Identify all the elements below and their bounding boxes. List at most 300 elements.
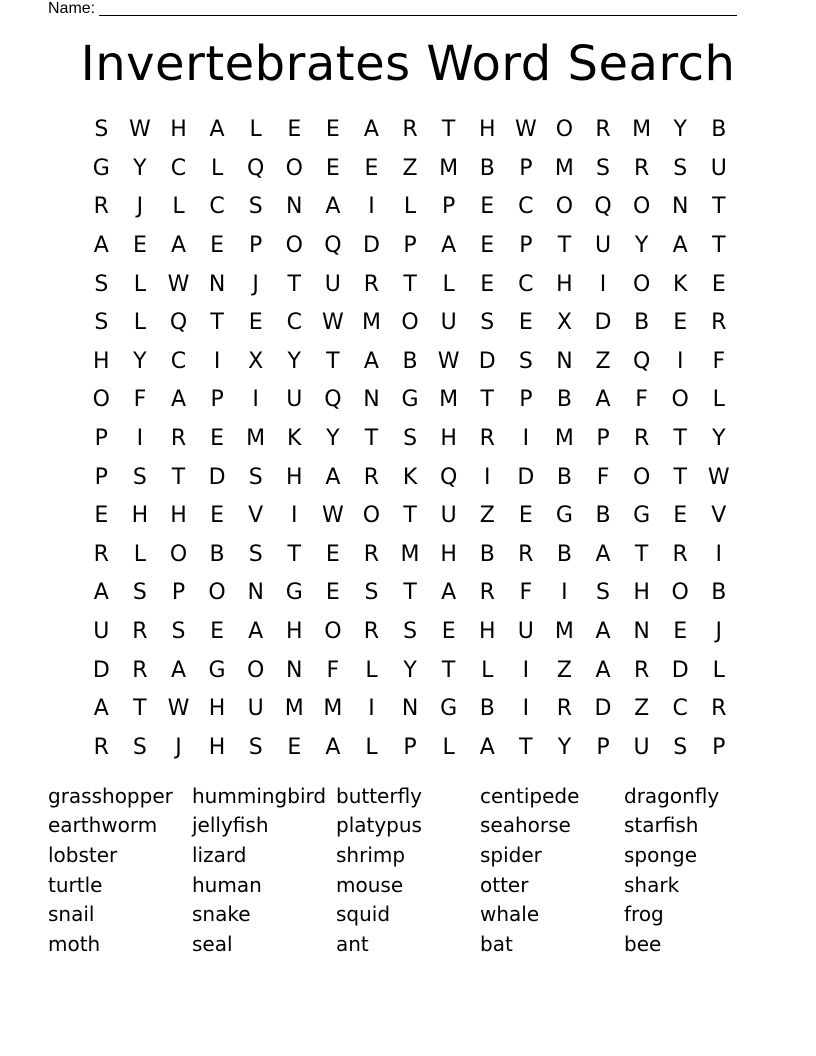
word-bank-item: dragonfly	[624, 783, 720, 808]
grid-letter: A	[479, 734, 495, 760]
grid-letter: S	[94, 117, 109, 143]
grid-letter: I	[599, 271, 607, 297]
grid-letter: R	[363, 464, 380, 490]
grid-row	[82, 150, 738, 189]
word-bank-item: mouse	[336, 872, 404, 897]
grid-letter: W	[514, 117, 537, 143]
word-bank-item: bat	[480, 931, 513, 956]
grid-letter: A	[325, 734, 341, 760]
grid-letter: R	[363, 619, 380, 645]
grid-letter: S	[171, 619, 186, 645]
grid-letter: E	[325, 117, 340, 143]
grid-letter: W	[707, 464, 730, 490]
word-bank-item: shrimp	[336, 842, 406, 867]
grid-letter: P	[596, 426, 610, 452]
grid-letter: T	[673, 464, 687, 490]
grid-letter: H	[93, 348, 110, 374]
grid-letter: Y	[133, 348, 147, 374]
grid-letter: A	[363, 117, 379, 143]
grid-letter: T	[557, 233, 572, 259]
grid-letter: Z	[595, 348, 611, 374]
grid-letter: H	[440, 426, 457, 452]
grid-letter: P	[519, 155, 533, 181]
grid-letter: Y	[634, 233, 649, 259]
grid-letter: S	[518, 348, 533, 374]
grid-letter: Y	[712, 426, 726, 452]
grid-letter: E	[325, 580, 340, 606]
grid-letter: A	[325, 464, 341, 490]
grid-letter: E	[210, 619, 225, 645]
grid-letter: E	[325, 541, 340, 567]
grid-letter: E	[325, 155, 340, 181]
grid-letter: A	[441, 233, 457, 259]
grid-letter: F	[635, 387, 648, 413]
grid-letter: O	[285, 233, 303, 259]
grid-letter: O	[671, 387, 689, 413]
grid-letter: C	[518, 271, 534, 297]
grid-letter: N	[671, 194, 689, 220]
grid-letter: L	[133, 541, 147, 567]
grid-letter: E	[673, 619, 688, 645]
grid-letter: B	[595, 503, 611, 529]
grid-letter: R	[132, 657, 148, 683]
grid-letter: H	[208, 696, 226, 722]
grid-letter: M	[361, 310, 381, 336]
grid-letter: H	[208, 734, 226, 760]
word-bank-item: earthworm	[48, 813, 158, 838]
word-bank-item: moth	[48, 931, 101, 956]
grid-letter: E	[132, 233, 147, 259]
grid-letter: A	[170, 233, 187, 259]
grid-letter: Q	[439, 464, 458, 490]
grid-row	[82, 729, 738, 768]
grid-letter: R	[711, 310, 727, 336]
grid-letter: Q	[324, 233, 342, 259]
grid-letter: E	[210, 503, 225, 529]
word-bank-item: centipede	[480, 783, 580, 808]
grid-letter: S	[132, 734, 147, 760]
grid-letter: B	[711, 580, 727, 606]
grid-letter: E	[480, 233, 495, 259]
grid-letter: E	[364, 155, 379, 181]
grid-letter: I	[715, 541, 723, 567]
grid-letter: R	[93, 194, 109, 220]
grid-letter: D	[517, 464, 535, 490]
grid-letter: A	[672, 233, 688, 259]
grid-letter: B	[209, 541, 225, 567]
grid-row	[82, 651, 738, 690]
word-bank-row	[48, 870, 768, 900]
grid-letter: A	[170, 387, 187, 413]
grid-letter: J	[252, 271, 259, 297]
grid-letter: Q	[169, 310, 188, 336]
word-bank-item: lobster	[48, 842, 118, 867]
grid-letter: U	[247, 696, 264, 722]
grid-letter: L	[172, 194, 185, 220]
grid-letter: U	[440, 310, 457, 336]
grid-letter: S	[248, 541, 263, 567]
grid-letter: X	[556, 310, 572, 336]
grid-row	[82, 574, 738, 613]
grid-letter: R	[633, 426, 650, 452]
grid-letter: A	[441, 580, 457, 606]
grid-letter: R	[170, 426, 187, 452]
grid-letter: E	[711, 271, 726, 297]
grid-letter: I	[368, 696, 375, 722]
word-bank-item: lizard	[192, 842, 247, 867]
grid-letter: M	[439, 387, 459, 413]
grid-letter: D	[362, 233, 380, 259]
name-underline	[99, 15, 737, 16]
grid-letter: T	[673, 426, 687, 452]
grid-letter: I	[676, 348, 684, 374]
grid-letter: F	[326, 657, 340, 683]
grid-letter: S	[132, 464, 147, 490]
grid-letter: B	[711, 117, 727, 143]
grid-letter: I	[561, 580, 568, 606]
grid-letter: N	[247, 580, 264, 606]
grid-letter: A	[93, 233, 109, 259]
grid-letter: E	[673, 310, 688, 336]
grid-letter: P	[171, 580, 186, 606]
grid-letter: C	[209, 194, 225, 220]
grid-letter: Z	[634, 696, 650, 722]
grid-letter: W	[129, 117, 151, 143]
grid-letter: L	[442, 271, 455, 297]
grid-letter: A	[595, 387, 611, 413]
word-bank-item: platypus	[336, 813, 422, 838]
grid-letter: A	[595, 657, 611, 683]
grid-letter: S	[94, 271, 109, 297]
grid-letter: G	[208, 657, 226, 683]
grid-letter: N	[633, 619, 650, 645]
grid-letter: M	[554, 619, 574, 645]
grid-letter: E	[518, 503, 533, 529]
grid-row	[82, 111, 738, 150]
grid-letter: S	[673, 734, 688, 760]
grid-letter: P	[403, 734, 417, 760]
grid-letter: W	[437, 348, 460, 374]
grid-letter: R	[132, 619, 148, 645]
grid-letter: Q	[632, 348, 651, 374]
grid-letter: E	[518, 310, 533, 336]
grid-letter: T	[171, 464, 186, 490]
grid-letter: A	[209, 117, 225, 143]
grid-letter: H	[440, 541, 457, 567]
word-bank-item: otter	[480, 872, 529, 897]
grid-letter: P	[249, 233, 263, 259]
grid-letter: R	[402, 117, 418, 143]
grid-letter: H	[633, 580, 650, 606]
grid-letter: D	[478, 348, 496, 374]
grid-row	[82, 420, 738, 459]
grid-letter: B	[634, 310, 650, 336]
grid-letter: T	[441, 117, 456, 143]
grid-letter: L	[712, 387, 725, 413]
grid-row	[82, 536, 738, 575]
word-bank-item: jellyfish	[192, 813, 269, 838]
grid-letter: G	[92, 155, 110, 181]
grid-letter: A	[595, 619, 611, 645]
grid-letter: R	[479, 426, 495, 452]
grid-letter: H	[478, 619, 496, 645]
grid-letter: Y	[326, 426, 340, 452]
grid-letter: J	[175, 734, 182, 760]
grid-letter: S	[403, 619, 418, 645]
grid-letter: K	[402, 464, 418, 490]
grid-letter: S	[403, 426, 418, 452]
grid-letter: E	[287, 734, 302, 760]
grid-letter: P	[596, 734, 610, 760]
grid-letter: E	[480, 194, 495, 220]
grid-letter: R	[93, 541, 109, 567]
grid-letter: U	[440, 503, 457, 529]
grid-letter: H	[170, 117, 187, 143]
page-title: Invertebrates Word Search	[80, 36, 736, 92]
grid-letter: Q	[247, 155, 265, 181]
grid-letter: G	[401, 387, 419, 413]
grid-letter: U	[286, 387, 303, 413]
grid-letter: J	[715, 619, 723, 645]
grid-letter: L	[481, 657, 494, 683]
grid-letter: L	[712, 657, 725, 683]
grid-letter: R	[595, 117, 611, 143]
grid-letter: S	[673, 155, 688, 181]
grid-letter: Y	[673, 117, 687, 143]
grid-letter: B	[479, 541, 495, 567]
grid-row	[82, 458, 738, 497]
grid-letter: U	[93, 619, 110, 645]
grid-letter: H	[285, 464, 303, 490]
word-bank-row	[48, 840, 768, 870]
grid-letter: P	[94, 464, 108, 490]
grid-letter: P	[712, 734, 726, 760]
grid-letter: L	[365, 657, 378, 683]
grid-letter: V	[711, 503, 727, 529]
grid-letter: L	[133, 310, 147, 336]
grid-letter: O	[169, 541, 188, 567]
word-bank-item: snake	[192, 902, 251, 927]
grid-letter: E	[210, 233, 225, 259]
word-bank-item: turtle	[48, 872, 103, 897]
grid-letter: R	[479, 580, 495, 606]
grid-letter: T	[519, 734, 533, 760]
grid-letter: N	[556, 348, 573, 374]
grid-letter: O	[285, 155, 303, 181]
word-bank-item: whale	[480, 902, 540, 927]
grid-letter: B	[402, 348, 418, 374]
grid-letter: U	[324, 271, 341, 297]
word-bank-row	[48, 811, 768, 841]
grid-letter: O	[632, 271, 651, 297]
grid-letter: E	[94, 503, 109, 529]
grid-letter: T	[634, 541, 649, 567]
grid-letter: O	[401, 310, 419, 336]
grid-letter: Y	[557, 734, 572, 760]
grid-letter: T	[287, 271, 301, 297]
grid-letter: E	[210, 426, 225, 452]
grid-row	[82, 188, 738, 227]
grid-letter: Y	[287, 348, 301, 374]
grid-letter: O	[632, 194, 651, 220]
grid-letter: S	[596, 580, 610, 606]
grid-letter: Q	[324, 387, 342, 413]
grid-letter: S	[248, 464, 263, 490]
grid-letter: K	[287, 426, 302, 452]
grid-letter: I	[522, 426, 530, 452]
word-bank-row	[48, 899, 768, 929]
grid-letter: S	[94, 310, 109, 336]
word-bank-item: shark	[624, 872, 680, 897]
word-bank-item: snail	[48, 902, 95, 927]
word-bank-item: frog	[624, 902, 664, 927]
grid-letter: Z	[479, 503, 495, 529]
grid-letter: R	[633, 657, 650, 683]
grid-letter: C	[170, 348, 187, 374]
grid-letter: M	[323, 696, 343, 722]
grid-letter: O	[324, 619, 342, 645]
grid-letter: G	[285, 580, 303, 606]
grid-letter: M	[284, 696, 304, 722]
grid-letter: Y	[133, 155, 147, 181]
grid-row	[82, 227, 738, 266]
grid-letter: C	[518, 194, 534, 220]
grid-letter: B	[479, 155, 495, 181]
grid-letter: O	[632, 464, 651, 490]
grid-row	[82, 613, 738, 652]
grid-letter: G	[440, 696, 458, 722]
grid-letter: R	[518, 541, 534, 567]
grid-letter: I	[213, 348, 221, 374]
grid-letter: O	[671, 580, 689, 606]
grid-letter: E	[287, 117, 302, 143]
word-bank-item: spider	[480, 842, 542, 867]
grid-letter: S	[480, 310, 495, 336]
grid-letter: D	[594, 310, 612, 336]
grid-letter: D	[671, 657, 689, 683]
word-bank-item: seal	[192, 931, 233, 956]
grid-letter: O	[362, 503, 381, 529]
word-bank-item: seahorse	[480, 813, 571, 838]
grid-letter: M	[439, 155, 459, 181]
word-bank-item: squid	[336, 902, 391, 927]
grid-letter: P	[519, 233, 533, 259]
word-bank-item: ant	[336, 931, 369, 956]
grid-letter: S	[248, 194, 263, 220]
grid-letter: L	[249, 117, 262, 143]
grid-letter: W	[167, 271, 190, 297]
grid-letter: W	[321, 310, 344, 336]
grid-letter: M	[632, 117, 652, 143]
grid-letter: S	[132, 580, 147, 606]
grid-letter: S	[248, 734, 263, 760]
grid-letter: B	[556, 541, 572, 567]
grid-letter: D	[594, 696, 612, 722]
grid-letter: I	[368, 194, 375, 220]
grid-letter: H	[478, 117, 496, 143]
grid-letter: N	[286, 657, 303, 683]
grid-letter: S	[364, 580, 379, 606]
grid-letter: X	[248, 348, 264, 374]
grid-letter: T	[403, 503, 417, 529]
word-bank-item: hummingbird	[192, 783, 327, 808]
grid-letter: O	[555, 117, 574, 143]
grid-letter: W	[321, 503, 344, 529]
grid-letter: I	[483, 464, 491, 490]
grid-letter: T	[403, 271, 417, 297]
grid-letter: M	[554, 426, 574, 452]
grid-row	[82, 304, 738, 343]
grid-letter: D	[208, 464, 226, 490]
grid-letter: M	[246, 426, 266, 452]
word-bank-row	[48, 929, 768, 959]
grid-row	[82, 381, 738, 420]
word-bank	[48, 781, 768, 959]
grid-letter: E	[441, 619, 456, 645]
grid-letter: L	[210, 155, 224, 181]
grid-letter: O	[247, 657, 265, 683]
grid-letter: R	[711, 696, 727, 722]
grid-letter: H	[285, 619, 303, 645]
grid-letter: T	[403, 580, 417, 606]
grid-letter: Q	[594, 194, 612, 220]
grid-letter: M	[554, 155, 574, 181]
grid-letter: G	[555, 503, 573, 529]
grid-letter: C	[286, 310, 302, 336]
grid-letter: B	[556, 387, 572, 413]
grid-letter: R	[93, 734, 109, 760]
word-bank-item: sponge	[624, 842, 698, 867]
grid-letter: T	[210, 310, 224, 336]
grid-letter: T	[480, 387, 494, 413]
grid-letter: A	[325, 194, 341, 220]
grid-letter: D	[92, 657, 110, 683]
grid-row	[82, 265, 738, 304]
grid-letter: F	[133, 387, 147, 413]
grid-letter: M	[400, 541, 420, 567]
grid-letter: L	[403, 194, 417, 220]
grid-letter: P	[403, 233, 417, 259]
grid-letter: L	[365, 734, 378, 760]
grid-letter: O	[208, 580, 226, 606]
word-bank-item: bee	[624, 931, 662, 956]
name-label: Name:	[48, 0, 96, 17]
grid-letter: R	[672, 541, 688, 567]
grid-letter: E	[673, 503, 688, 529]
name-field	[48, 0, 737, 18]
grid-letter: H	[131, 503, 149, 529]
grid-letter: C	[170, 155, 187, 181]
grid-letter: U	[710, 155, 727, 181]
grid-letter: T	[287, 541, 301, 567]
grid-letter: L	[442, 734, 455, 760]
grid-letter: U	[594, 233, 612, 259]
grid-letter: L	[133, 271, 147, 297]
grid-letter: F	[712, 348, 726, 374]
grid-letter: A	[363, 348, 379, 374]
grid-letter: C	[672, 696, 688, 722]
grid-row	[82, 690, 738, 729]
word-bank-item: butterfly	[336, 783, 423, 808]
grid-row	[82, 343, 738, 382]
grid-letter: N	[401, 696, 419, 722]
grid-letter: R	[363, 271, 380, 297]
grid-letter: R	[633, 155, 650, 181]
grid-letter: A	[595, 541, 611, 567]
grid-letter: A	[93, 696, 109, 722]
grid-letter: H	[556, 271, 573, 297]
grid-letter: T	[133, 696, 147, 722]
